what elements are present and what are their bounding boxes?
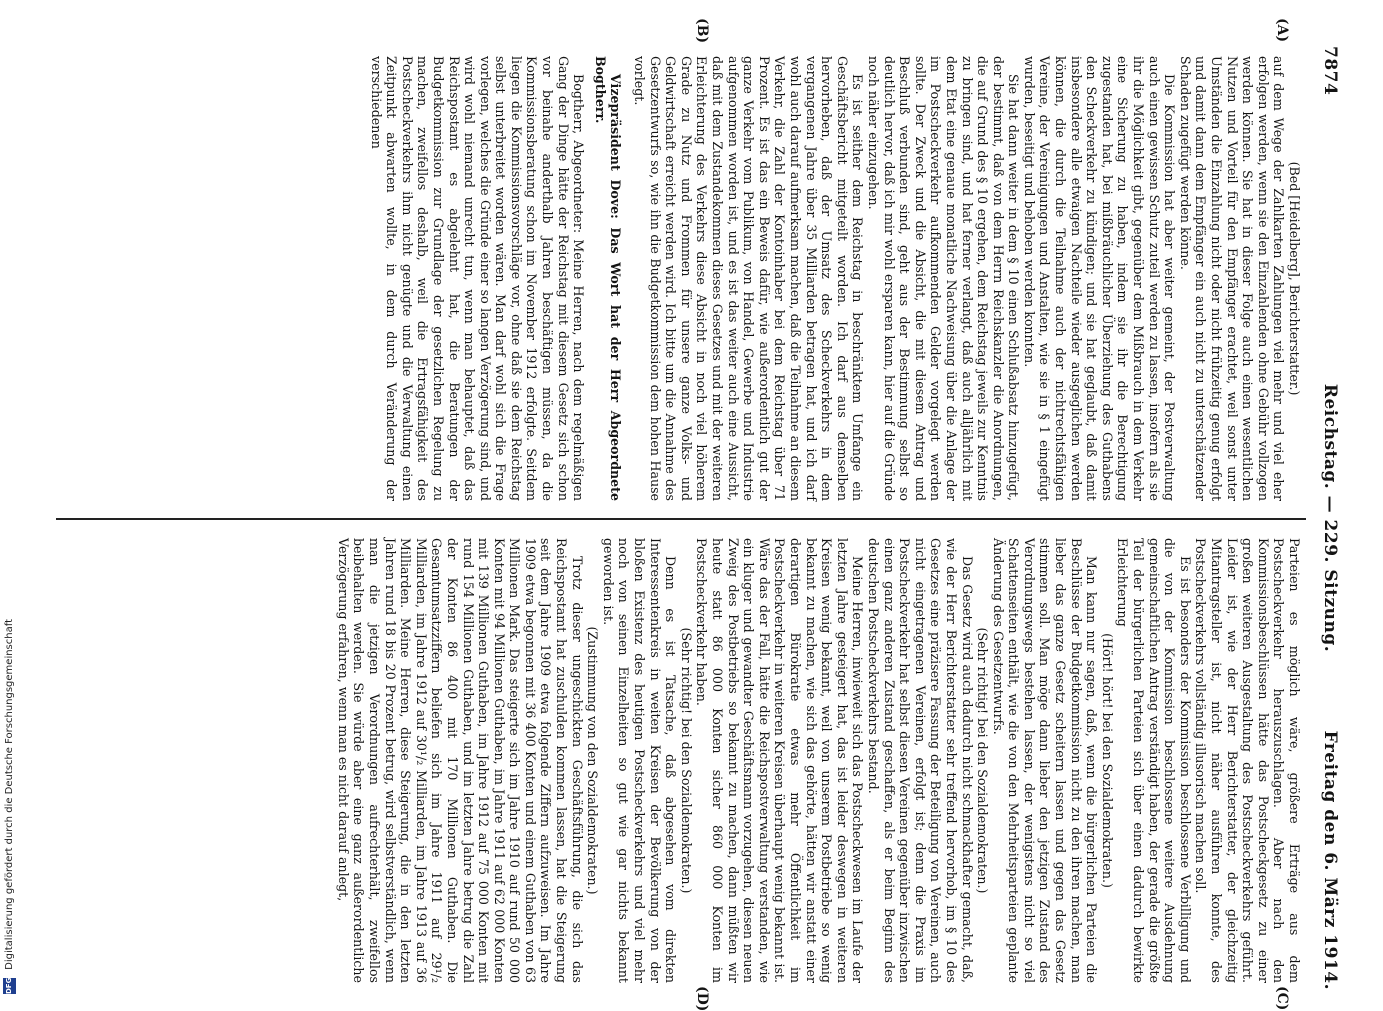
margin-marker-b: (B) bbox=[694, 18, 710, 44]
left-column bbox=[368, 56, 1302, 501]
paragraph: Es ist seither dem Reichstag in beschränktem Umfange ein Geschäftsbericht mitgeteilt worden. Ich darf aus demselben hervorheben, daß der Umsatz des Scheckverkehrs in dem vergangenen Jahre über 35 Milliarden betragen hat, und ich darf wohl auch darauf aufmerksam machen, daß die Teilnahme an diesem Verkehr, die Zahl der Kontoinhaber bei dem Reichstag über 71 Prozent. Es ist das ein Beweis dafür, wie außerordentlich gut der ganze Verkehr vom Publikum, von Handel, Gewerbe und Industrie aufgenommen worden ist, und es ist das weiter auch eine Aussicht, daß mit dem Zustandekommen dieses Gesetzes und mit der weiteren Erleichterung des Verkehrs diese Absicht in noch viel höherem Grade zu Nutz und Frommen für unsere ganze Volks- und Geldwirtschaft erreicht werden wird. Ich bitte um die Annahme des Gesetzentwurfs so, wie ihn die Budgetkommission dem hohen Hause vorlegt. bbox=[632, 56, 866, 501]
paragraph: auf dem Wege der Zahlkarten Zahlungen viel mehr und viel eher erfolgen werden, wenn sie den Einzahlenden ohne Gebühr vollzogen werden können. Sie hat in dieser Folge auch einen wesentlichen Nutzen und Vorteil für den Empfänger erachtet, weil sonst unter Umständen die Einzahlung nicht oder nicht frühzeitig genug erfolgt und damit dann dem Empfänger ein auch nicht zu unterschätzender Schaden zugefügt werden könne. bbox=[1177, 56, 1287, 501]
column-divider bbox=[56, 518, 1306, 520]
credit-text: Digitalisierung gefördert durch die Deutsche Forschungsgemeinschaft bbox=[4, 619, 15, 970]
speech-paragraph: Bogtherr, Abgeordneter: Meine Herren, nach dem regelmäßigen Gang der Dinge hätte der Reichstag mit diesem Gesetz sich schon vor beinahe anderthalb Jahren beschäftigen müssen, da die Kommissionsberatung schon im November 1912 erfolgte. Seitdem liegen die Kommissionsvorschläge vor, ohne daß sie dem Reichstag selbst unterbreitet worden wären. Man darf wohl sich die Frage vorlegen, welches die Gründe einer so langen Verzögerung sind, und wird wohl niemand unrecht tun, wenn man behauptet, daß das Reichspostamt es abgelehnt hat, die Beratungen der Budgetkommission zur Grundlage der gesetzlichen Regelung zu machen, zweifellos deshalb, weil die Ertragsfähigkeit des Postscheckverkehrs ihm nicht genügte und die Verwaltung einen Zeitpunkt abwarten wollte, in dem durch Veränderung der verschiedenen bbox=[368, 56, 587, 501]
interjection: (Sehr richtig! bei den Sozialdemokraten.) bbox=[975, 627, 991, 894]
paragraph: Das Gesetz wird auch dadurch nicht schmackhafter gemacht, daß, wie der Herr Berichterstatter sehr treffend hervorhob, im § 10 des Gesetzes eine präzisere Fassung der Beteiligung von Vereinen, auch nicht eingetragenen Vereinen, erfolgt ist; denn die Praxis im Postscheckverkehr hat selbst diesen Vereinen gegenüber inzwischen einen ganz anderen Zustand geschaffen, als er beim Beginn des deutschen Postscheckverkehrs bestand. bbox=[865, 538, 975, 983]
interjection: (Sehr richtig! bei den Sozialdemokraten.) bbox=[678, 627, 694, 894]
speaker-tag: (Bed [Heidelberg], Berichterstatter.) bbox=[1287, 161, 1302, 396]
paragraph: Denn es ist Tatsache, daß abgesehen vom direkten Interessentenkreis in weiten Kreisen der Bevölkerung von der bloßen Existenz des heutigen Postscheckverkehrs und viel mehr noch von seinen Einzelheiten so gut wie gar nichts bekannt geworden ist. bbox=[600, 538, 679, 983]
digitization-credit bbox=[2, 0, 18, 1000]
page-header bbox=[1312, 46, 1340, 990]
vice-president-line: Vizepräsident Dove: Das Wort hat der Herr Abgeordnete Bogtherr. bbox=[592, 56, 624, 501]
paragraph: Man kann nur sagen, daß, wenn die bürgerlichen Parteien die Beschlüsse der Budgetkommission nicht zu den ihren machen, man lieber das ganze Gesetz scheitern lassen und gegen das Gesetz stimmen soll. Man möge dann lieber den jetzigen Zustand des Verordnungswegs bestehen lassen, der wenigstens nicht so viel Schattenseiten enthält, wie die von den Mehrheitsparteien geplante Änderung des Gesetzentwurfs. bbox=[990, 538, 1100, 983]
right-column bbox=[335, 538, 1302, 983]
page-date: Freitag den 6. März 1914. bbox=[1320, 730, 1340, 990]
paragraph: Es ist besonders der Kommission beschlossene Verbilligung und die von der Kommission beschlossene weitere Ausdehnung gemeinschaftlichen Antrag verständigt haben, der gerade die größte Teil der bürgerlichen Parteien sich über einen dadurch bewirkte Erleichterung bbox=[1115, 538, 1193, 983]
dfg-logo: DFG bbox=[3, 978, 16, 994]
interjection: (Zustimmung von den Sozialdemokraten.) bbox=[585, 626, 601, 895]
margin-marker-c: (C) bbox=[1274, 986, 1290, 1011]
paragraph: Die Kommission hat aber weiter gemeint, der Postverwaltung auch einen gewissen Schutz zuteil werden zu lassen, insofern als sie ihr die Möglichkeit gibt, gegenüber dem Mißbrauch in dem Verkehr eine Sicherung zu haben, indem sie ihr die Berechtigung zugestanden hat, bei mißbräuchlicher Überziehung des Guthabens den Scheckverkehr zu kündigen; und sie hat geglaubt, daß damit insbesondere alle etwaigen Nachteile wieder ausgeglichen werden können, die durch die Teilnahme auch der nichtrechtsfähigen Vereine, der Vereinigungen und Anstalten, wie sie in § 1 eingefügt wurden, beseitigt und behoben werden konnten. bbox=[1021, 56, 1178, 501]
margin-marker-d: (D) bbox=[694, 986, 710, 1011]
document-page bbox=[40, 18, 1350, 1011]
paragraph: Sie hat dann weiter in dem § 10 einen Schlußabsatz hinzugefügt, der bestimmt, daß von dem Herrn Reichskanzler die Anordnungen, die auf Grund des § 10 ergehen, dem Reichstag jeweils zur Kenntnis zu bringen sind, und hat ferner verlangt, daß auch alljährlich mit dem Etat eine genaue monatliche Nachweisung über die Anlage der im Postscheckverkehr aufkommenden Gelder vorgelegt werden sollte. Der Zweck und die Absicht, die mit diesem Antrag und Beschluß verbunden sind, geht aus der Bestimmung selbst so deutlich hervor, daß ich mir wohl ersparen kann, hier auf die Gründe noch näher einzugehen. bbox=[865, 56, 1022, 501]
interjection: (Hört! hört! bei den Sozialdemokraten.) bbox=[1099, 633, 1115, 888]
page-title: Reichstag. — 229. Sitzung. bbox=[1320, 383, 1340, 653]
paragraph: Parteien es möglich wäre, größere Erträge aus dem Postscheckverkehr herauszuschlagen. Aber nach den Kommissionsbeschlüssen hätte das Postscheckgesetz zu einer großen weiteren Ausgestaltung des Postscheckverkehrs geführt. Leider ist, wie der Herr Berichterstatter, der gleichzeitig Mitantragsteller ist, nicht näher ausführen konnte, des Postscheckverkehrs vollständig illusorisch machen soll. bbox=[1193, 538, 1302, 983]
page-number: 7874 bbox=[1320, 46, 1340, 96]
paragraph: Trotz dieser ungeschickten Geschäftsführung, die sich das Reichspostamt hat zuschulden kommen lassen, hat die Steigerung seit dem Jahre 1909 etwa folgende Ziffern aufzuweisen. Im Jahre 1909 etwa begonnen mit 36 400 Konten und einem Guthaben von 63 Millionen Mark. Das steigerte sich im Jahre 1910 auf rund 50 000 Konten mit 94 Millionen Guthaben, im Jahre 1911 auf 62 000 Konten mit 139 Millionen Guthaben, im Jahre 1912 auf 75 000 Konten mit rund 154 Millionen Guthaben, und im letzten Jahre betrug die Zahl der Konten 86 400 mit 170 Millionen Guthaben. Die Gesamtumsatzziffern beliefen sich im Jahre 1911 auf 29¹/₂ Milliarden, im Jahre 1912 auf 30¹/₂ Milliarden, im Jahre 1913 auf 36 Milliarden. Meine Herren, diese Steigerung, die in den letzten Jahren rund 18 bis 20 Prozent betrug, wird selbstverständlich, wenn man die jetzigen Verordnungen aufrechterhält, zweifellos beibehalten werden. Sie würde aber eine ganz außerordentliche Verzögerung erfahren, wenn man es nicht darauf anlegt, bbox=[335, 538, 585, 983]
margin-marker-a: (A) bbox=[1274, 18, 1290, 43]
paragraph: Meine Herren, inwieweit sich das Postscheckwesen im Laufe der letzten Jahre gesteigert hat, das ist leider deswegen in weiteren Kreisen wenig bekannt, weil von unserem Postbetriebe so wenig bekannt zu machen, wie sich das gehörte, hätten wir anstatt einer derartigen Bürokratie etwas mehr Öffentlichkeit im Postscheckverkehr in weiteren Kreisen überhaupt wenig bekannt ist. Wäre das der Fall, hätte die Reichspostverwaltung verstanden, wie ein kluger und gewandter Geschäftsmann vorzugehen, diesen neuen Zweig des Postbetriebs so bekannt zu machen, dann müßten wir heute statt 86 000 Konten sicher 860 000 Konten im Postscheckverkehr haben. bbox=[694, 538, 866, 983]
